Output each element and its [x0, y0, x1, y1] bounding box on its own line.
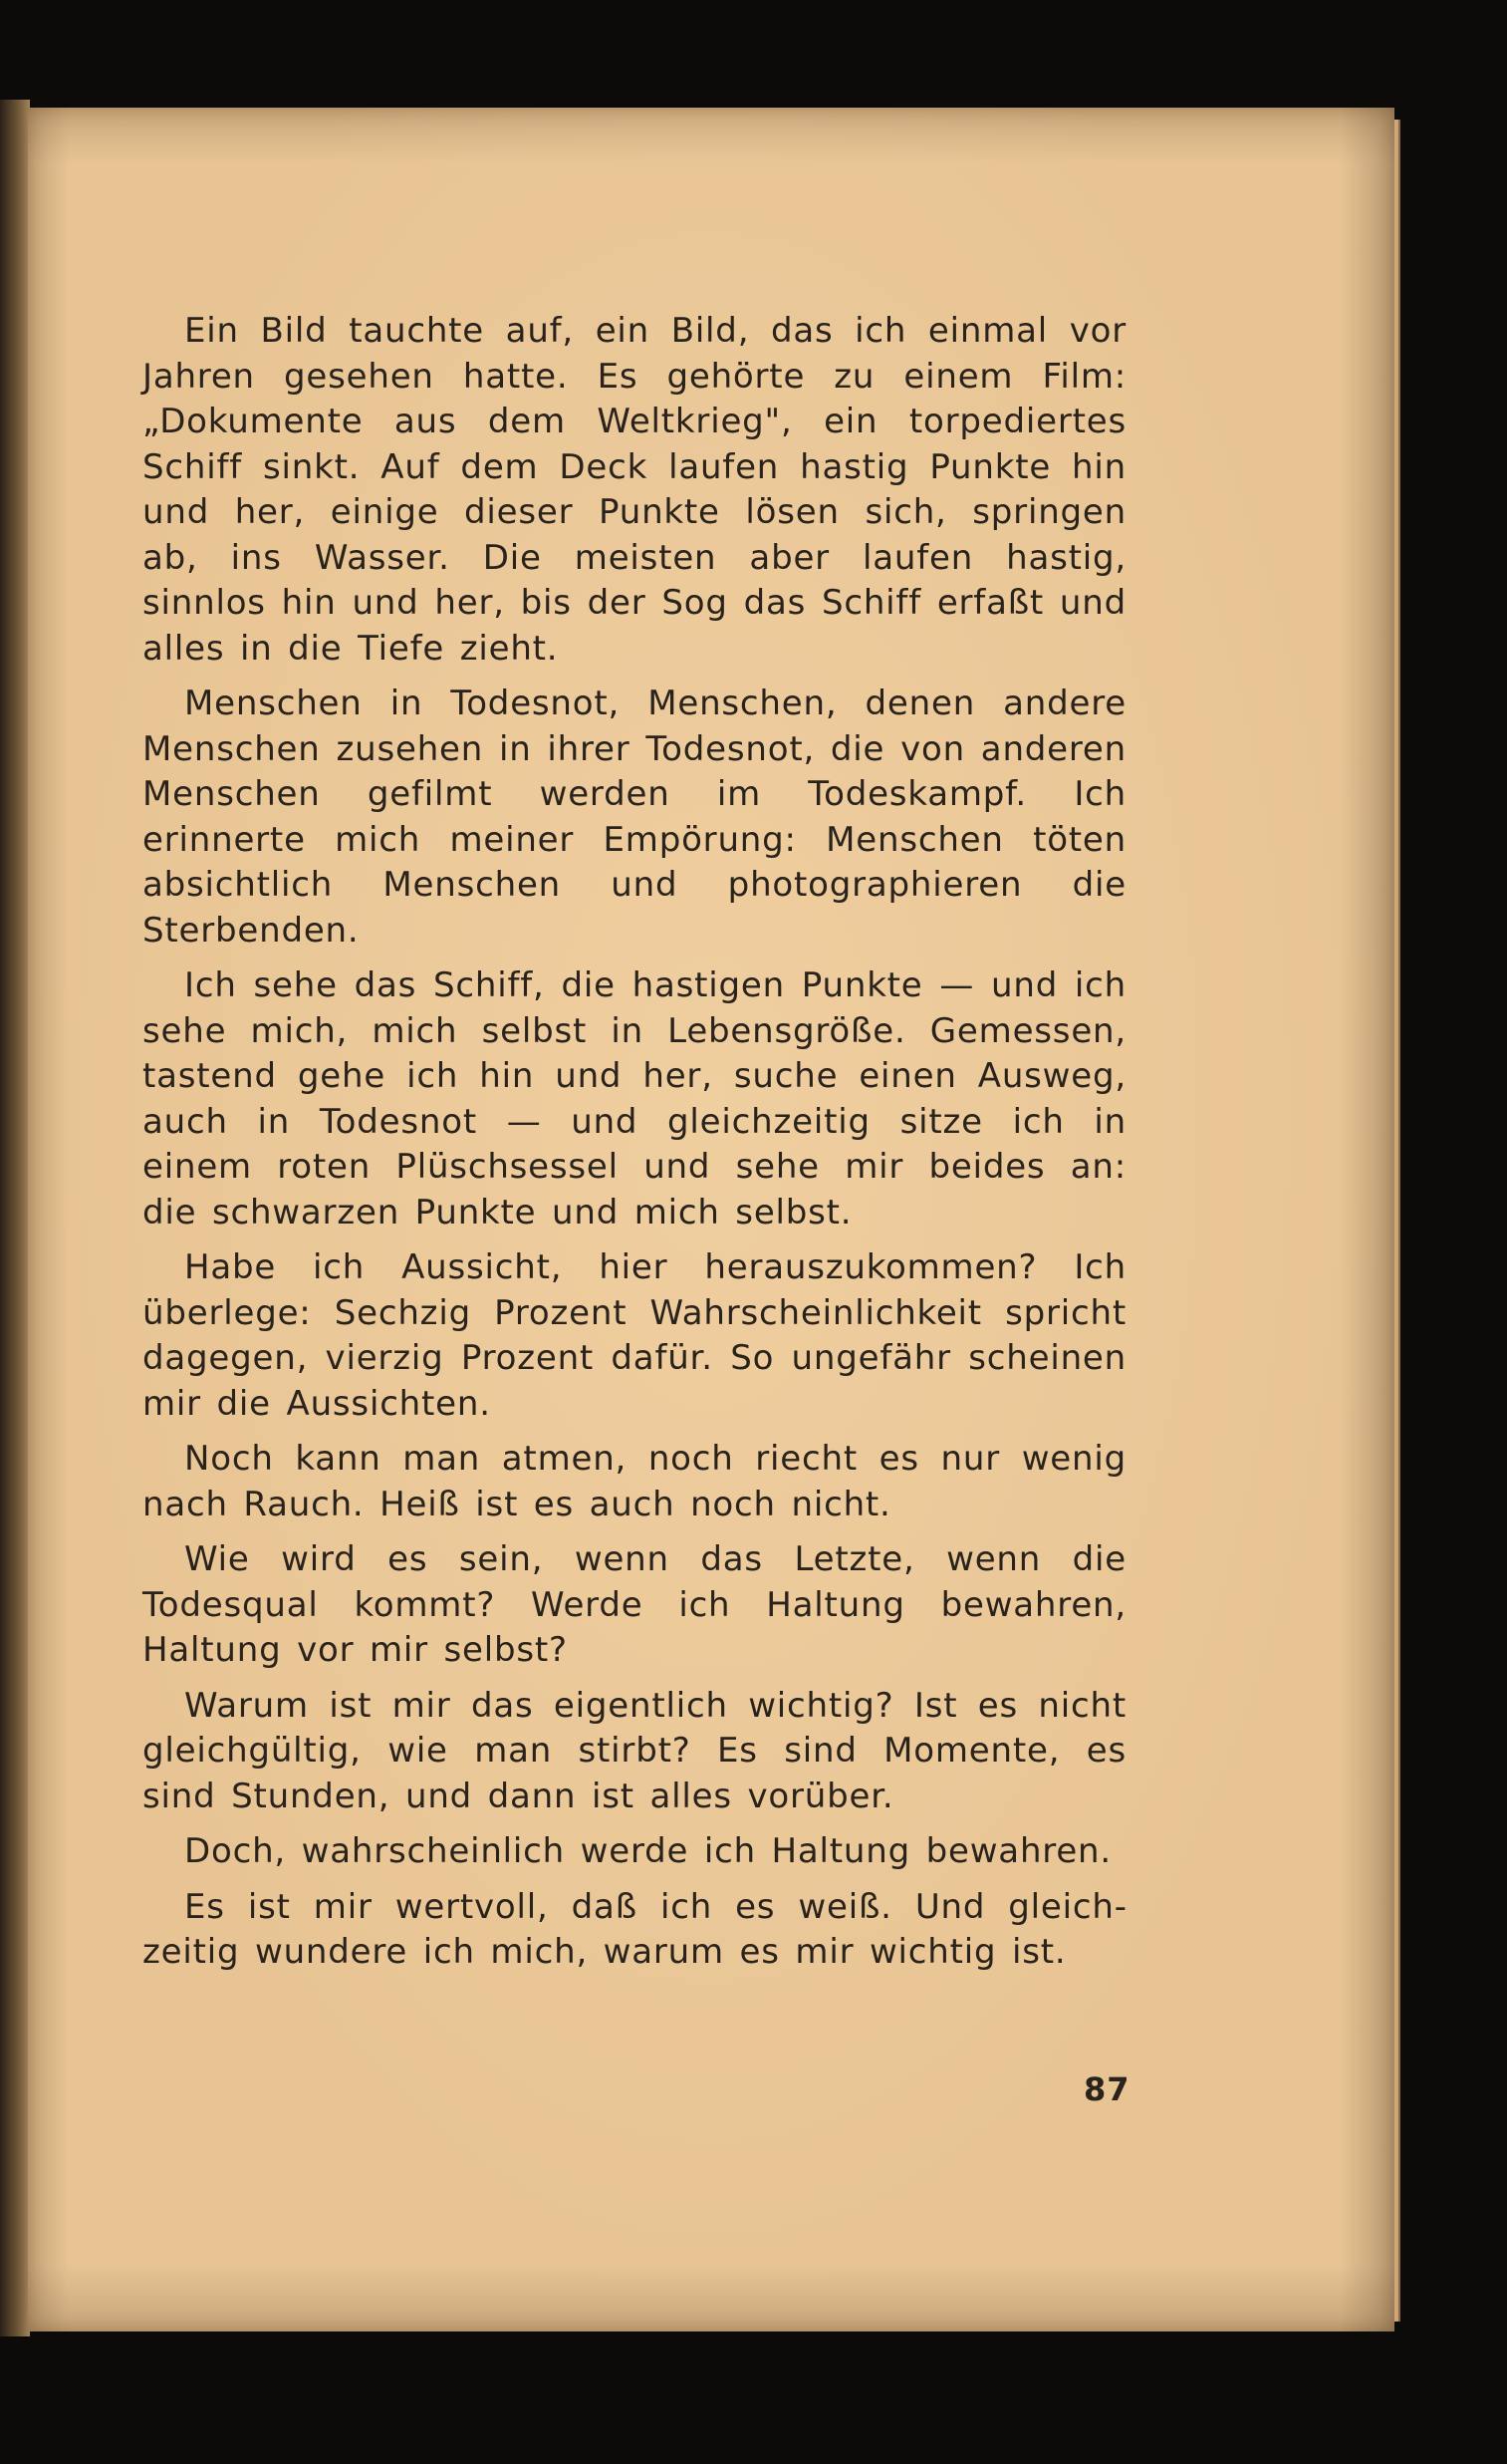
page-number: 87 [1084, 2070, 1130, 2108]
book-spine [0, 100, 30, 2336]
paragraph: Doch, wahrscheinlich werde ich Haltung bewahren. [184, 1831, 1112, 1871]
page-text [142, 309, 1127, 1986]
paragraph: Wie wird es sein, wenn das Letzte, wenn die Todesqual kommt? Werde ich Haltung bewahren, Haltung vor mir selbst? [142, 1539, 1127, 1670]
paragraph: Ein Bild tauchte auf, ein Bild, das ich einmal vor Jahren gesehen hatte. Es gehörte zu einem Film: „Dokumente aus dem Weltkrieg", ein torpediertes Schiff sinkt. Auf dem Deck laufen hastig Punkte hin und her, einige dieser Punkte lösen sich, springen ab, ins Wasser. Die meisten aber laufen hastig, sinnlos hin und her, bis der Sog das Schiff erfaßt und alles in die Tiefe zieht. [142, 311, 1127, 669]
paragraph: Habe ich Aussicht, hier herauszukommen? Ich überlege: Sechzig Prozent Wahrscheinlichkeit spricht dagegen, vierzig Prozent dafür. So ungefähr scheinen mir die Aussichten. [142, 1247, 1127, 1424]
paragraph: Warum ist mir das eigentlich wichtig? Ist es nicht gleichgültig, wie man stirbt? Es sind Momente, es sind Stunden, und dann ist alles vorüber. [142, 1685, 1127, 1816]
paragraph: Es ist mir wertvoll, daß ich es weiß. Und gleichzeitig wundere ich mich, warum es mir wichtig ist. [142, 1886, 1127, 1972]
paragraph: Menschen in Todesnot, Menschen, denen andere Menschen zusehen in ihrer Todesnot, die von anderen Menschen gefilmt werden im Todeskampf. Ich erinnerte mich meiner Empörung: Menschen töten absichtlich Menschen und photographieren die Sterbenden. [142, 684, 1127, 951]
paragraph: Noch kann man atmen, noch riecht es nur wenig nach Rauch. Heiß ist es auch noch nicht. [142, 1439, 1127, 1524]
paragraph: Ich sehe das Schiff, die hastigen Punkte — und ich sehe mich, mich selbst in Lebensgröße. Gemessen, tastend gehe ich hin und her, suche einen Ausweg, auch in Todesnot — und gleichzeitig sitze ich in einem roten Plüschsessel und sehe mir beides an: die schwarzen Punkte und mich selbst. [142, 965, 1127, 1232]
